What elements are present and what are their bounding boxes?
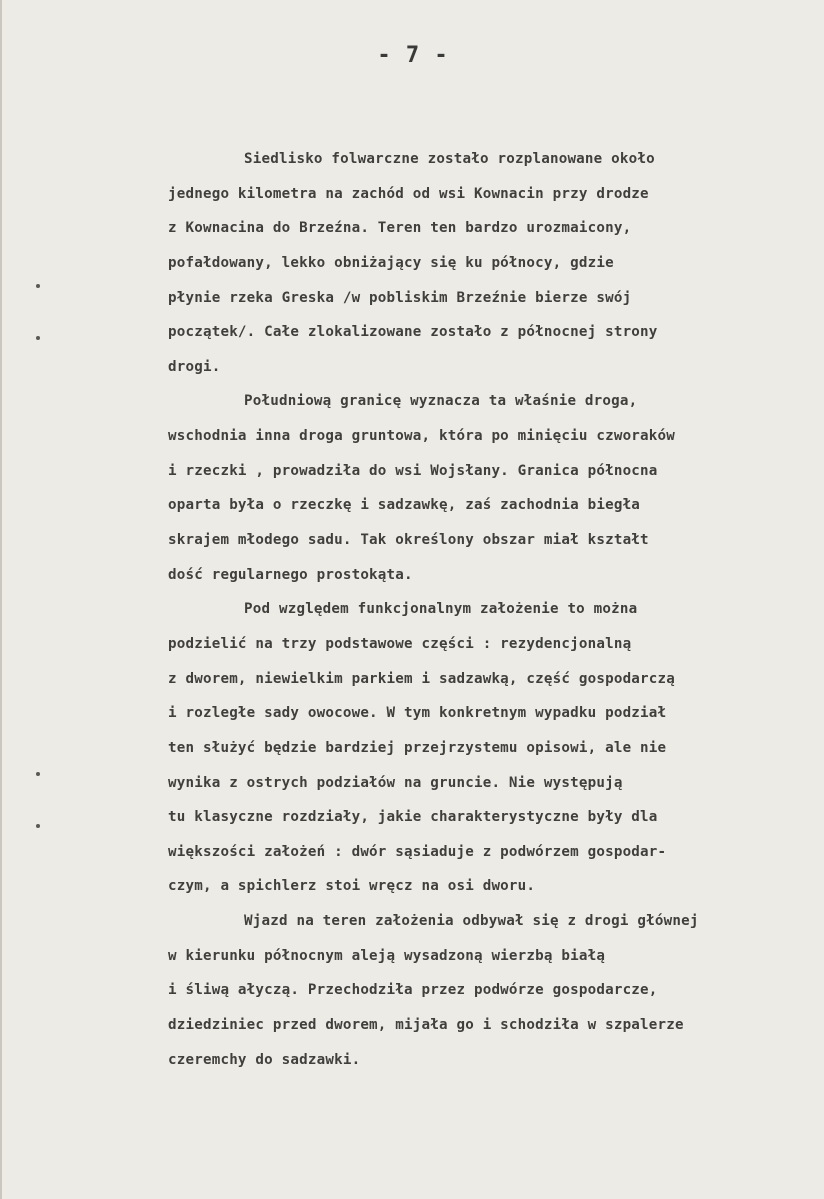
text-line: Wjazd na teren założenia odbywał się z drogi głównej: [244, 913, 699, 930]
text-line: i rzeczki , prowadziła do wsi Wojsłany. Granica północna: [168, 462, 658, 479]
body-text: [168, 142, 808, 1077]
text-line: z dworem, niewielkim parkiem i sadzawką, część gospodarczą: [168, 670, 676, 687]
margin-dot: [36, 284, 40, 288]
text-line: drogi.: [168, 358, 221, 375]
text-line: w kierunku północnym aleją wysadzoną wierzbą białą: [168, 947, 606, 964]
text-line: pofałdowany, lekko obniżający się ku północy, gdzie: [168, 254, 614, 271]
text-line: ten służyć będzie bardziej przejrzystemu opisowi, ale nie: [168, 739, 667, 756]
text-line: czym, a spichlerz stoi wręcz na osi dworu.: [168, 878, 536, 895]
text-line: wschodnia inna droga gruntowa, która po minięciu czworaków: [168, 428, 676, 445]
text-line: tu klasyczne rozdziały, jakie charakterystyczne były dla: [168, 809, 658, 826]
text-line: większości założeń : dwór sąsiaduje z podwórzem gospodar-: [168, 843, 667, 860]
margin-dot: [36, 772, 40, 776]
text-line: jednego kilometra na zachód od wsi Kownacin przy drodze: [168, 185, 649, 202]
text-line: i śliwą ałyczą. Przechodziła przez podwórze gospodarcze,: [168, 982, 658, 999]
text-line: podzielić na trzy podstawowe części : rezydencjonalną: [168, 635, 632, 652]
text-line: Siedlisko folwarczne zostało rozplanowane około: [244, 151, 655, 167]
text-line: i rozległe sady owocowe. W tym konkretnym wypadku podział: [168, 705, 667, 722]
text-line: skrajem młodego sadu. Tak określony obszar miał kształt: [168, 532, 649, 549]
text-line: dziedziniec przed dworem, mijała go i schodziła w szpalerze: [168, 1017, 684, 1034]
page-number: - 7 -: [377, 43, 449, 68]
text-line: czeremchy do sadzawki.: [168, 1051, 361, 1068]
text-line: płynie rzeka Greska /w pobliskim Brzeźnie bierze swój: [168, 289, 632, 306]
text-line: Południową granicę wyznacza ta właśnie droga,: [244, 393, 638, 410]
margin-dot: [36, 824, 40, 828]
text-line: wynika z ostrych podziałów na gruncie. Nie występują: [168, 774, 623, 791]
text-line: z Kownacina do Brzeźna. Teren ten bardzo urozmaicony,: [168, 220, 632, 237]
text-line: oparta była o rzeczkę i sadzawkę, zaś zachodnia biegła: [168, 497, 641, 514]
margin-dot: [36, 336, 40, 340]
text-line: dość regularnego prostokąta.: [168, 566, 413, 583]
text-line: początek/. Całe zlokalizowane zostało z północnej strony: [168, 324, 658, 341]
text-line: Pod względem funkcjonalnym założenie to można: [244, 601, 638, 618]
